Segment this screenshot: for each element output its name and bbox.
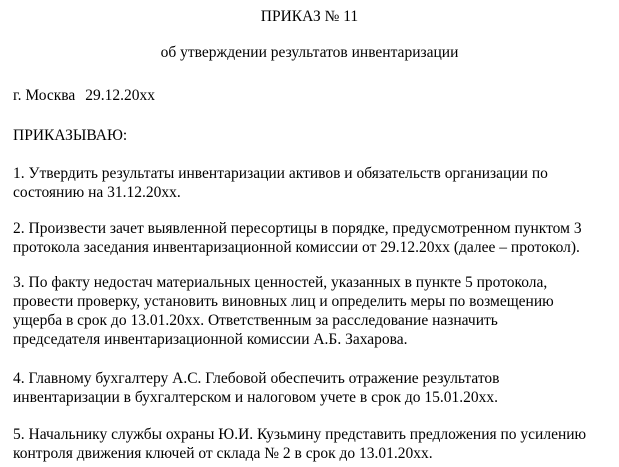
document-subtitle: об утверждении результатов инвентаризации — [160, 44, 459, 61]
order-item-2 — [13, 219, 615, 257]
order-item-line: 4. Главному бухгалтеру А.С. Глебовой обеспечить отражение результатов — [13, 370, 500, 387]
order-item-line: 5. Начальнику службы охраны Ю.И. Кузьмину представить предложения по усилению — [13, 426, 587, 443]
order-item-4 — [13, 369, 615, 407]
order-item-5 — [13, 425, 615, 463]
document-place: г. Москва — [13, 87, 76, 104]
order-item-line: инвентаризации в бухгалтерском и налоговом учете в срок до 15.01.20хх. — [13, 389, 499, 406]
order-heading: ПРИКАЗЫВАЮ: — [13, 127, 128, 144]
order-item-line: 2. Произвести зачет выявленной пересортицы в порядке, предусмотренном пунктом 3 — [13, 220, 582, 237]
order-item-line: провести проверку, установить виновных лиц и определить меры по возмещению — [13, 293, 554, 310]
order-item-line: протокола заседания инвентаризационной комиссии от 29.12.20хх (далее – протокол). — [13, 239, 580, 256]
order-item-3 — [13, 273, 615, 349]
order-item-line: 3. По факту недостач материальных ценностей, указанных в пункте 5 протокола, — [13, 274, 548, 291]
order-item-line: 1. Утвердить результаты инвентаризации активов и обязательств организации по — [13, 165, 548, 182]
order-item-line: состоянию на 31.12.20хх. — [13, 184, 181, 201]
order-item-line: ущерба в срок до 13.01.20хх. Ответственным за расследование назначить — [13, 312, 498, 329]
document-title: ПРИКАЗ № 11 — [260, 8, 359, 25]
document-date: 29.12.20хх — [85, 87, 156, 104]
order-item-line: председателя инвентаризационной комиссии А.Б. Захарова. — [13, 331, 408, 348]
place-date-line — [13, 87, 155, 105]
order-item-1 — [13, 164, 615, 202]
order-item-line: контроля движения ключей от склада № 2 в срок до 13.01.20хх. — [13, 445, 433, 462]
